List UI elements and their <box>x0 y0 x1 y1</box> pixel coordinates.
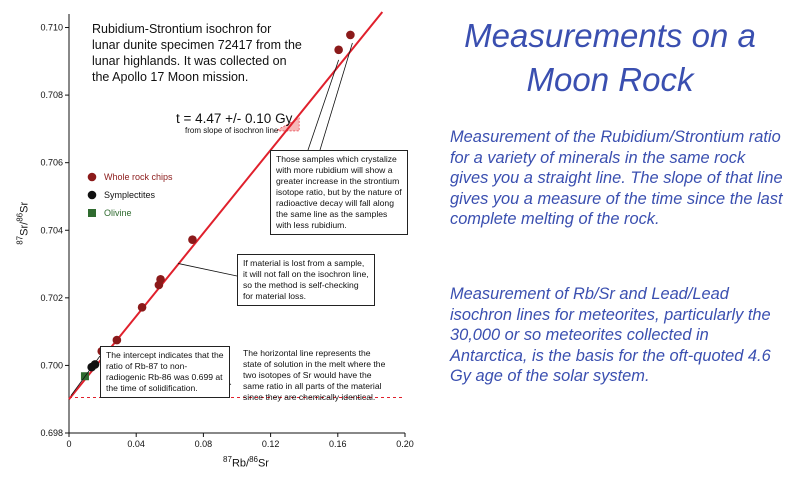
loss-leader <box>178 263 237 276</box>
legend-label: Whole rock chips <box>104 172 173 182</box>
x-axis-label: $^{87}$Rb/$^{86}$Sr <box>223 455 269 470</box>
whole-rock-point <box>334 46 343 55</box>
whole-rock-point <box>138 303 147 312</box>
whole-rock-point <box>346 31 355 40</box>
y-axis-label: $^{87}$Sr/$^{86}$Sr <box>15 201 31 245</box>
chart-title: Rubidium-Strontium isochron for lunar dunite specimen 72417 from the lunar highlands. It was collected on the Apollo 17 Moon mission. <box>92 22 302 84</box>
legend-marker <box>88 191 97 200</box>
x-tick-label: 0 <box>66 439 72 449</box>
x-tick-label: 0.20 <box>396 439 414 449</box>
material-loss-callout: If material is lost from a sample, it will not fall on the isochron line, so the method is self-checking for material loss. <box>237 254 375 306</box>
page-heading: Measurements on a Moon Rock <box>464 17 756 98</box>
legend <box>88 172 173 218</box>
y-tick-label: 0.698 <box>40 428 63 438</box>
legend-label: Olivine <box>104 208 132 218</box>
y-tick-label: 0.704 <box>40 225 63 236</box>
age-label: t = 4.47 +/- 0.10 Gy <box>176 111 293 126</box>
y-tick-label: 0.702 <box>40 292 63 303</box>
y-tick-label: 0.710 <box>40 22 63 33</box>
legend-marker-olivine <box>88 209 96 217</box>
whole-rock-point <box>113 336 122 345</box>
crystallize-leader-b <box>320 43 352 150</box>
horizontal-line-note: The horizontal line represents the state of solution in the melt where the two isotopes of Sr would have the same ratio in all parts of the material since they are chemically identical. <box>243 348 386 402</box>
whole-rock-point <box>156 275 165 284</box>
y-tick-label: 0.700 <box>40 360 63 371</box>
x-tick-label: 0.08 <box>194 439 213 449</box>
y-tick-label: 0.706 <box>40 157 63 168</box>
whole-rock-point <box>188 235 197 244</box>
body-paragraph-2: Measurement of Rb/Sr and Lead/Lead isochron lines for meteorites, particularly the 30,000 or so meteorites collected in Antarctica, is the basis for the oft-quoted 4.6 Gy age of the solar system. <box>450 285 771 385</box>
y-tick-label: 0.708 <box>40 90 63 101</box>
x-tick-label: 0.04 <box>127 439 145 449</box>
age-sublabel: from slope of isochron line <box>185 126 279 135</box>
x-tick-label: 0.16 <box>329 439 347 449</box>
legend-label: Symplectites <box>104 190 156 200</box>
legend-marker <box>88 173 97 182</box>
x-tick-label: 0.12 <box>261 439 280 449</box>
crystallize-callout: Those samples which crystalize with more rubidium will show a greater increase in the strontium isotope ratio, but by the nature of radioactive decay will fall along the same line as the samples with less rubidium. <box>270 150 408 235</box>
intercept-leader <box>71 356 100 396</box>
intercept-callout: The intercept indicates that the ratio of Rb-87 to non-radiogenic Rb-86 was 0.699 at the time of solidification. <box>100 346 230 398</box>
body-paragraph-1: Measurement of the Rubidium/Strontium ratio for a variety of minerals in the same rock gives you a straight line. The slope of that line gives you a measure of the time since the last complete melting of the rock. <box>450 128 783 228</box>
